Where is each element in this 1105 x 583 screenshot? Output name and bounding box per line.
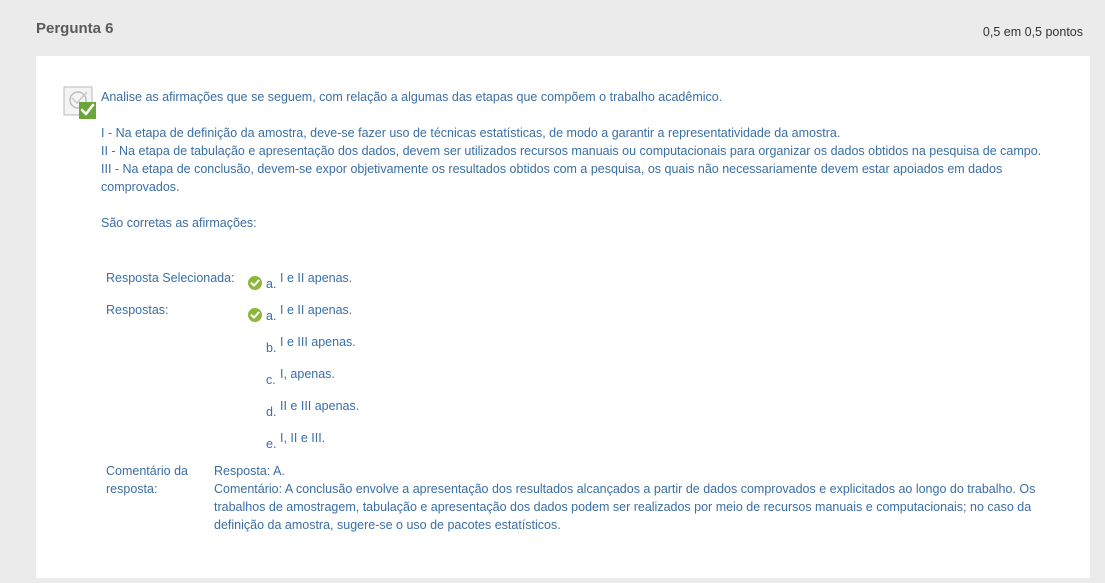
correct-answer-icon (63, 86, 97, 120)
question-header (0, 0, 1105, 56)
question-intro: Analise as afirmações que se seguem, com relação a algumas das etapas que compõem o trabalho acadêmico. (101, 90, 723, 104)
question-points: 0,5 em 0,5 pontos (982, 25, 1083, 39)
question-title: Pergunta 6 (36, 20, 114, 37)
option-text: I e II apenas. (280, 303, 353, 317)
answers-label: Respostas: (106, 303, 169, 317)
answer-option-c (106, 367, 1066, 387)
option-letter: c. (266, 373, 276, 387)
option-letter: a. (266, 309, 277, 323)
statement-1: I - Na etapa de definição da amostra, deve-se fazer uso de técnicas estatísticas, de modo a garantir a representatividade da amostra. (101, 126, 841, 140)
check-icon (248, 308, 262, 322)
comment-body (214, 462, 1044, 534)
selected-answer-row (106, 271, 1066, 291)
option-text: II e III apenas. (280, 399, 360, 413)
statement-3: III - Na etapa de conclusão, devem-se expor objetivamente os resultados obtidos com a pesquisa, os quais não necessariamente devem estar apoiados em dados comprovados. (101, 162, 1003, 194)
statement-2: II - Na etapa de tabulação e apresentação dos dados, devem ser utilizados recursos manuais ou computacionais para organizar os dados obtidos na pesquisa de campo. (101, 144, 1042, 158)
option-text: I, apenas. (280, 367, 335, 381)
answer-option-d (106, 399, 1066, 419)
option-letter: e. (266, 437, 277, 451)
option-text: I e III apenas. (280, 335, 356, 349)
answer-option-b (106, 335, 1066, 355)
option-text: I e II apenas. (280, 271, 353, 285)
check-icon (248, 276, 262, 290)
option-text: I, II e III. (280, 431, 326, 445)
comment-text: Comentário: A conclusão envolve a apresentação dos resultados alcançados a partir de dados comprovados e explicitados ao longo do trabalho. Os trabalhos de amostragem, tabulação e apresentação dos dados podem ser realizados por meio de recursos manuais e computacionais; no caso da definição da amostra, sugere-se o uso de pacotes estatísticos. (214, 482, 1036, 532)
answer-option-e (106, 431, 1066, 451)
option-letter: b. (266, 341, 277, 355)
option-letter: a. (266, 277, 277, 291)
selected-answer-label: Resposta Selecionada: (106, 271, 235, 285)
comment-answer-line: Resposta: A. (214, 464, 285, 478)
comment-label: Comentário da resposta: (106, 464, 188, 496)
question-card (36, 56, 1090, 578)
answer-option-a (106, 303, 1066, 323)
question-prompt: São corretas as afirmações: (101, 216, 257, 230)
question-text (101, 88, 1071, 232)
option-letter: d. (266, 405, 277, 419)
